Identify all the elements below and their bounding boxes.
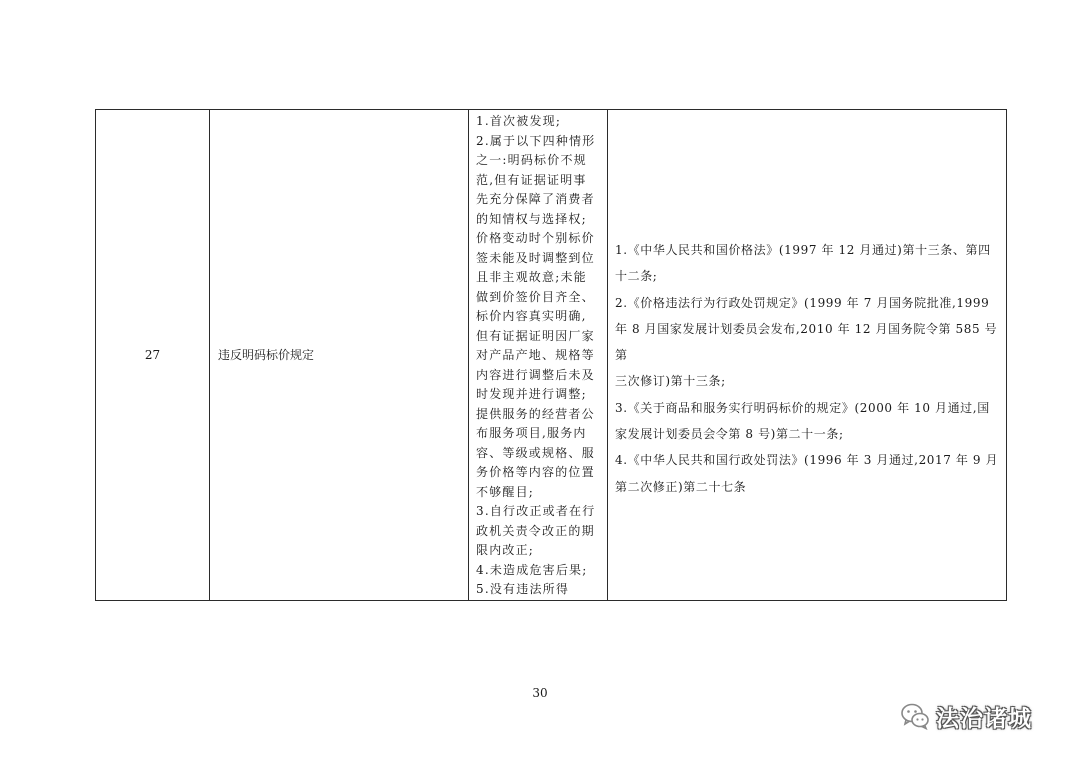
condition-line: 容、等级或规格、服	[476, 445, 595, 460]
condition-line: 但有证据证明因厂家	[476, 328, 595, 343]
conditions-cell	[469, 110, 608, 601]
legal-basis-cell	[608, 110, 1007, 601]
condition-line: 内容进行调整后未及	[476, 367, 595, 382]
legal-basis-line: 3.《关于商品和服务实行明码标价的规定》(2000 年 10 月通过,国	[615, 400, 990, 415]
condition-line: 价格变动时个别标价	[476, 231, 595, 245]
condition-line: 5.没有违法所得	[476, 582, 570, 596]
legal-basis-list	[608, 110, 1006, 500]
penalty-table	[95, 109, 1007, 601]
legal-basis-line: 家发展计划委员会令第 8 号)第二十一条;	[615, 427, 844, 442]
condition-line: 布服务项目,服务内	[476, 426, 587, 440]
conditions-list	[469, 110, 607, 600]
violation-item: 违反明码标价规定	[218, 348, 315, 363]
condition-line: 提供服务的经营者公	[476, 406, 595, 421]
condition-line: 标价内容真实明确,	[476, 309, 587, 323]
condition-line: 不够醒目;	[476, 484, 535, 499]
condition-line: 范,但有证据证明事	[476, 172, 587, 187]
legal-basis-line: 十二条;	[615, 269, 658, 284]
legal-basis-line: 年 8 月国家发展计划委员会发布,2010 年 12 月国务院令第 585 号第	[615, 321, 998, 363]
legal-basis-line: 三次修订)第十三条;	[615, 374, 726, 389]
wechat-icon	[900, 701, 930, 731]
condition-line: 1.首次被发现;	[476, 114, 562, 128]
condition-line: 先充分保障了消费者	[476, 192, 595, 206]
page-number: 30	[532, 686, 548, 700]
watermark	[900, 700, 1032, 732]
row-number: 27	[144, 347, 161, 362]
condition-line: 3.自行改正或者在行	[476, 504, 596, 518]
legal-basis-line: 2.《价格违法行为行政处罚规定》(1999 年 7 月国务院批准,1999	[615, 295, 990, 310]
condition-line: 限内改正;	[476, 543, 535, 557]
violation-item-cell	[210, 110, 469, 601]
condition-line: 2.属于以下四种情形	[476, 133, 596, 148]
legal-basis-line: 4.《中华人民共和国行政处罚法》(1996 年 3 月通过,2017 年 9 月	[615, 453, 999, 468]
condition-line: 对产品产地、规格等	[476, 348, 595, 362]
condition-line: 签未能及时调整到位	[476, 250, 595, 265]
condition-line: 时发现并进行调整;	[476, 387, 587, 401]
condition-line: 的知情权与选择权;	[476, 211, 587, 226]
condition-line: 务价格等内容的位置	[476, 465, 595, 479]
condition-line: 4.未造成危害后果;	[476, 562, 588, 577]
watermark-text: 法治诸城	[936, 705, 1032, 732]
legal-basis-line: 1.《中华人民共和国价格法》(1997 年 12 月通过)第十三条、第四	[615, 243, 991, 257]
condition-line: 政机关责令改正的期	[476, 523, 595, 538]
condition-line: 做到价签价目齐全、	[476, 289, 595, 304]
table-row	[96, 110, 1007, 601]
row-number-cell	[96, 110, 210, 601]
condition-line: 且非主观故意;未能	[476, 270, 587, 284]
legal-basis-line: 第二次修正)第二十七条	[615, 479, 747, 494]
condition-line: 之一:明码标价不规	[476, 153, 587, 167]
